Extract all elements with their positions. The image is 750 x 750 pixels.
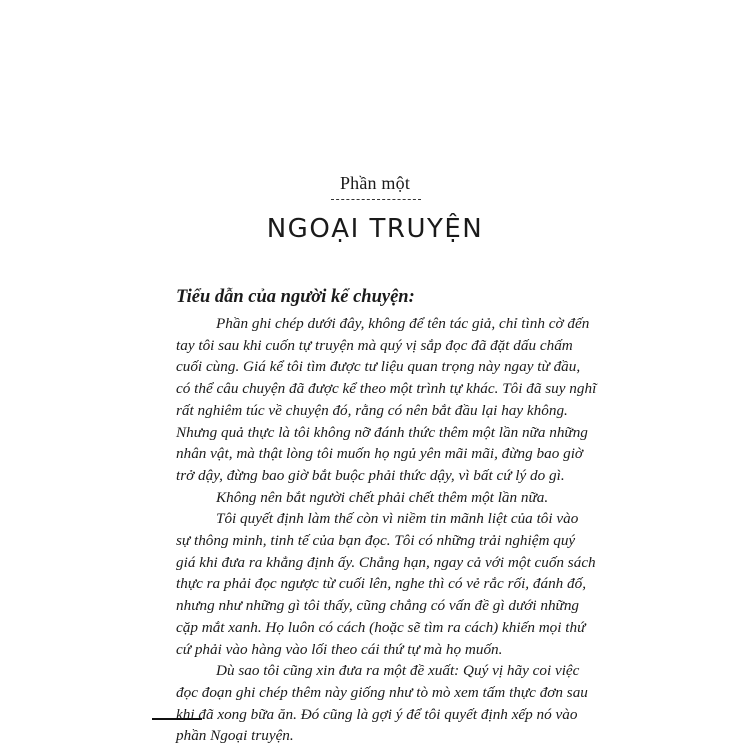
text-line: đọc đoạn ghi chép thêm này giống như tò mò xem tấm thực đơn sau	[176, 683, 588, 701]
paragraph	[176, 660, 588, 747]
text-line: trở dậy, đừng bao giờ bắt buộc phải thức dậy, vì bất cứ lý do gì.	[176, 466, 565, 484]
text-line: sự thông minh, tinh tế của bạn đọc. Tôi có những trải nghiệm quý	[176, 532, 576, 550]
text-line: giá khi đưa ra khẳng định ấy. Chẳng hạn, ngay cả với một cuốn sách	[176, 553, 596, 571]
part-title: NGOẠI TRUYỆN	[266, 214, 484, 244]
text-line: phần Ngoại truyện.	[176, 727, 294, 745]
part-divider	[331, 199, 421, 200]
paragraph	[176, 508, 596, 660]
intro-heading: Tiểu dẫn của người kể chuyện:	[176, 287, 415, 307]
text-line: Dù sao tôi cũng xin đưa ra một đề xuất: Quý vị hãy coi việc	[216, 662, 580, 680]
text-line: có thể câu chuyện đã được kể theo một trình tự khác. Tôi đã suy nghĩ	[176, 380, 597, 398]
text-line: nhân vật, mà thật lòng tôi muốn họ ngủ yên mãi mãi, đừng bao giờ	[176, 445, 584, 463]
text-line: thực ra phải đọc ngược từ cuối lên, nghe thì có vẻ rắc rối, đánh đố,	[176, 575, 587, 593]
paragraph	[176, 487, 576, 509]
bottom-rule	[152, 718, 202, 720]
text-line: nhưng như những gì tôi thấy, cũng chẳng có vấn đề gì dưới những	[176, 597, 580, 615]
text-line: Nhưng quả thực là tôi không nỡ đánh thức thêm một lần nữa những	[176, 423, 588, 441]
paragraph	[176, 313, 597, 487]
text-line: Phần ghi chép dưới đây, không để tên tác giả, chỉ tình cờ đến	[216, 315, 590, 332]
text-line: khi đã xong bữa ăn. Đó cũng là gợi ý để tôi quyết định xếp nó vào	[176, 705, 578, 723]
text-line: cứ phải vào hàng vào lối theo cái thứ tự mà họ muốn.	[176, 640, 503, 658]
part-label: Phần một	[339, 173, 411, 193]
text-line: rất nghiêm túc về chuyện đó, rằng có nên bắt đầu lại hay không.	[176, 401, 568, 419]
intro-body	[176, 313, 597, 747]
text-line: tay tôi sau khi cuốn tự truyện mà quý vị sắp đọc đã đặt dấu chấm	[176, 336, 573, 354]
text-line: cặp mắt xanh. Họ luôn có cách (hoặc sẽ tìm ra cách) khiến mọi thứ	[176, 618, 586, 636]
text-line: Không nên bắt người chết phải chết thêm một lần nữa.	[216, 488, 549, 506]
text-line: cuối cùng. Giá kể tôi tìm được tư liệu quan trọng này ngay từ đầu,	[176, 358, 581, 376]
text-line: Tôi quyết định làm thế còn vì niềm tin mãnh liệt của tôi vào	[216, 510, 579, 528]
